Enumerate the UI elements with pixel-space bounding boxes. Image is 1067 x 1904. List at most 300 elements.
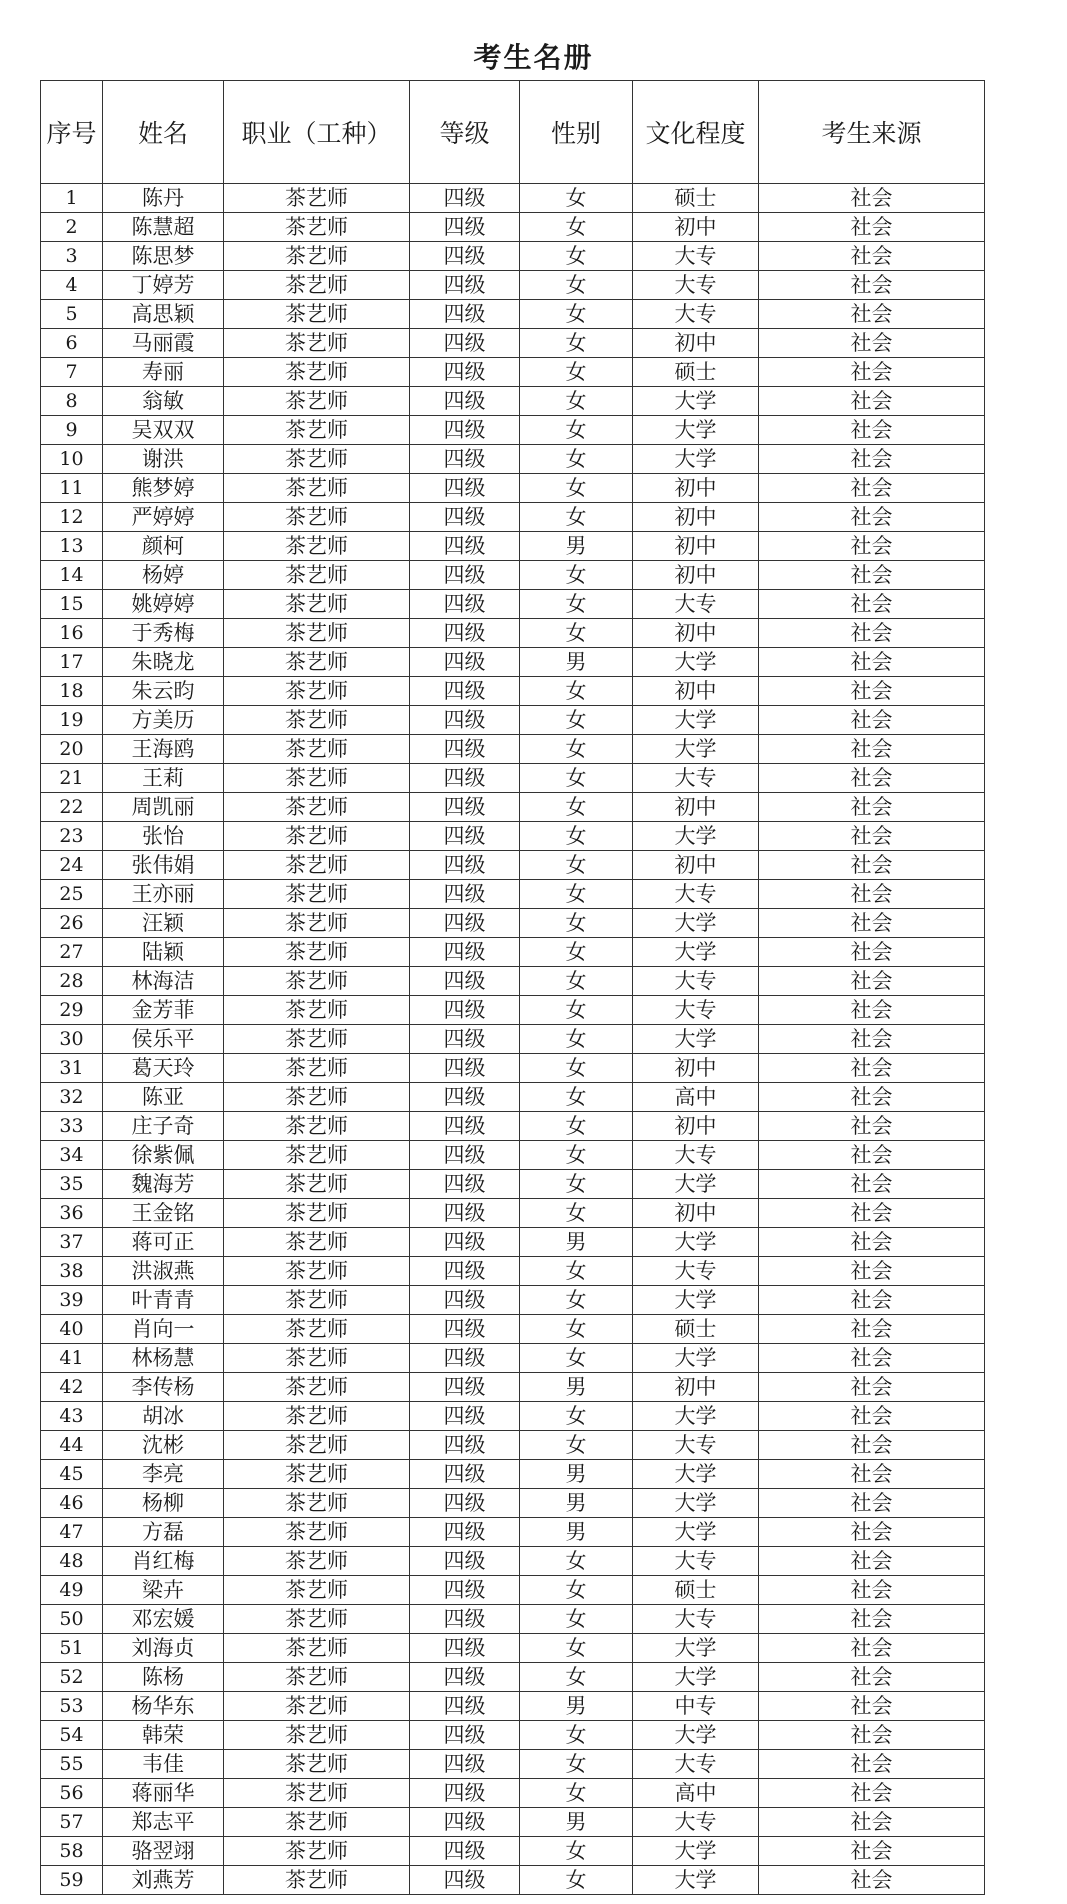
cell-level: 四级 — [410, 1547, 520, 1576]
cell-education: 初中 — [633, 561, 759, 590]
cell-education: 初中 — [633, 532, 759, 561]
cell-gender: 男 — [520, 1808, 633, 1837]
cell-gender: 女 — [520, 677, 633, 706]
cell-source: 社会 — [759, 1518, 985, 1547]
cell-level: 四级 — [410, 184, 520, 213]
cell-level: 四级 — [410, 648, 520, 677]
cell-name: 王亦丽 — [103, 880, 224, 909]
cell-occupation: 茶艺师 — [224, 1112, 410, 1141]
cell-education: 大学 — [633, 1025, 759, 1054]
cell-index: 31 — [41, 1054, 103, 1083]
cell-occupation: 茶艺师 — [224, 1083, 410, 1112]
cell-occupation: 茶艺师 — [224, 1199, 410, 1228]
cell-name: 严婷婷 — [103, 503, 224, 532]
cell-index: 4 — [41, 271, 103, 300]
table-row — [41, 242, 985, 271]
cell-name: 熊梦婷 — [103, 474, 224, 503]
column-header-education: 文化程度 — [633, 81, 759, 184]
cell-gender: 女 — [520, 706, 633, 735]
cell-name: 汪颖 — [103, 909, 224, 938]
table-row — [41, 1605, 985, 1634]
cell-source: 社会 — [759, 387, 985, 416]
cell-education: 大专 — [633, 1605, 759, 1634]
cell-level: 四级 — [410, 1808, 520, 1837]
cell-index: 33 — [41, 1112, 103, 1141]
cell-index: 26 — [41, 909, 103, 938]
cell-level: 四级 — [410, 561, 520, 590]
cell-source: 社会 — [759, 184, 985, 213]
cell-index: 15 — [41, 590, 103, 619]
cell-level: 四级 — [410, 1431, 520, 1460]
table-body — [41, 184, 985, 1895]
cell-source: 社会 — [759, 1402, 985, 1431]
cell-occupation: 茶艺师 — [224, 300, 410, 329]
cell-education: 初中 — [633, 1054, 759, 1083]
cell-index: 37 — [41, 1228, 103, 1257]
cell-index: 18 — [41, 677, 103, 706]
cell-index: 43 — [41, 1402, 103, 1431]
cell-occupation: 茶艺师 — [224, 271, 410, 300]
cell-level: 四级 — [410, 474, 520, 503]
cell-source: 社会 — [759, 1460, 985, 1489]
cell-level: 四级 — [410, 735, 520, 764]
cell-name: 李亮 — [103, 1460, 224, 1489]
cell-education: 硕士 — [633, 358, 759, 387]
cell-education: 大专 — [633, 1750, 759, 1779]
cell-education: 大专 — [633, 590, 759, 619]
cell-occupation: 茶艺师 — [224, 1344, 410, 1373]
cell-index: 49 — [41, 1576, 103, 1605]
cell-education: 大学 — [633, 1634, 759, 1663]
table-row — [41, 938, 985, 967]
cell-education: 大学 — [633, 387, 759, 416]
cell-index: 34 — [41, 1141, 103, 1170]
column-header-level: 等级 — [410, 81, 520, 184]
cell-gender: 女 — [520, 590, 633, 619]
cell-index: 1 — [41, 184, 103, 213]
cell-source: 社会 — [759, 996, 985, 1025]
table-row — [41, 648, 985, 677]
cell-gender: 女 — [520, 793, 633, 822]
table-row — [41, 1634, 985, 1663]
cell-source: 社会 — [759, 1779, 985, 1808]
cell-name: 陈杨 — [103, 1663, 224, 1692]
cell-index: 9 — [41, 416, 103, 445]
cell-index: 44 — [41, 1431, 103, 1460]
cell-gender: 男 — [520, 1518, 633, 1547]
cell-education: 初中 — [633, 793, 759, 822]
table-row — [41, 358, 985, 387]
cell-gender: 女 — [520, 1866, 633, 1895]
cell-gender: 男 — [520, 1489, 633, 1518]
cell-level: 四级 — [410, 590, 520, 619]
cell-source: 社会 — [759, 300, 985, 329]
cell-name: 朱云昀 — [103, 677, 224, 706]
cell-name: 王莉 — [103, 764, 224, 793]
cell-name: 胡冰 — [103, 1402, 224, 1431]
table-row — [41, 764, 985, 793]
table-row — [41, 1228, 985, 1257]
cell-source: 社会 — [759, 677, 985, 706]
cell-education: 中专 — [633, 1692, 759, 1721]
cell-level: 四级 — [410, 1315, 520, 1344]
cell-source: 社会 — [759, 1866, 985, 1895]
cell-name: 金芳菲 — [103, 996, 224, 1025]
candidate-roster-table — [40, 80, 985, 1895]
cell-name: 方美历 — [103, 706, 224, 735]
cell-occupation: 茶艺师 — [224, 996, 410, 1025]
cell-index: 53 — [41, 1692, 103, 1721]
cell-occupation: 茶艺师 — [224, 1692, 410, 1721]
table-row — [41, 329, 985, 358]
cell-name: 蒋丽华 — [103, 1779, 224, 1808]
cell-gender: 女 — [520, 1054, 633, 1083]
cell-education: 大学 — [633, 416, 759, 445]
cell-index: 51 — [41, 1634, 103, 1663]
cell-gender: 女 — [520, 996, 633, 1025]
cell-index: 19 — [41, 706, 103, 735]
cell-source: 社会 — [759, 358, 985, 387]
cell-education: 大学 — [633, 1286, 759, 1315]
cell-level: 四级 — [410, 1170, 520, 1199]
cell-name: 郑志平 — [103, 1808, 224, 1837]
cell-occupation: 茶艺师 — [224, 793, 410, 822]
cell-source: 社会 — [759, 1576, 985, 1605]
cell-education: 大学 — [633, 938, 759, 967]
cell-occupation: 茶艺师 — [224, 938, 410, 967]
cell-source: 社会 — [759, 474, 985, 503]
cell-occupation: 茶艺师 — [224, 1054, 410, 1083]
cell-level: 四级 — [410, 1663, 520, 1692]
cell-index: 48 — [41, 1547, 103, 1576]
cell-occupation: 茶艺师 — [224, 1286, 410, 1315]
cell-education: 大学 — [633, 1460, 759, 1489]
table-row — [41, 1170, 985, 1199]
cell-name: 吴双双 — [103, 416, 224, 445]
table-row — [41, 1460, 985, 1489]
cell-name: 张伟娟 — [103, 851, 224, 880]
cell-index: 23 — [41, 822, 103, 851]
cell-gender: 女 — [520, 1402, 633, 1431]
cell-level: 四级 — [410, 880, 520, 909]
cell-occupation: 茶艺师 — [224, 1025, 410, 1054]
cell-education: 大专 — [633, 996, 759, 1025]
cell-index: 57 — [41, 1808, 103, 1837]
cell-name: 林杨慧 — [103, 1344, 224, 1373]
cell-name: 刘燕芳 — [103, 1866, 224, 1895]
cell-education: 初中 — [633, 503, 759, 532]
cell-education: 大专 — [633, 242, 759, 271]
cell-occupation: 茶艺师 — [224, 648, 410, 677]
table-row — [41, 184, 985, 213]
cell-gender: 女 — [520, 329, 633, 358]
column-header-source: 考生来源 — [759, 81, 985, 184]
cell-source: 社会 — [759, 590, 985, 619]
cell-occupation: 茶艺师 — [224, 706, 410, 735]
cell-occupation: 茶艺师 — [224, 967, 410, 996]
cell-name: 朱晓龙 — [103, 648, 224, 677]
table-row — [41, 1112, 985, 1141]
cell-gender: 女 — [520, 1170, 633, 1199]
table-row — [41, 1663, 985, 1692]
cell-education: 初中 — [633, 1373, 759, 1402]
cell-source: 社会 — [759, 1431, 985, 1460]
cell-education: 大专 — [633, 1141, 759, 1170]
cell-occupation: 茶艺师 — [224, 1866, 410, 1895]
cell-level: 四级 — [410, 503, 520, 532]
cell-education: 大学 — [633, 1837, 759, 1866]
cell-education: 大专 — [633, 1808, 759, 1837]
cell-level: 四级 — [410, 996, 520, 1025]
cell-gender: 女 — [520, 1083, 633, 1112]
cell-level: 四级 — [410, 1199, 520, 1228]
cell-level: 四级 — [410, 329, 520, 358]
cell-name: 高思颖 — [103, 300, 224, 329]
cell-gender: 女 — [520, 909, 633, 938]
cell-index: 47 — [41, 1518, 103, 1547]
cell-level: 四级 — [410, 1605, 520, 1634]
column-header-name: 姓名 — [103, 81, 224, 184]
cell-occupation: 茶艺师 — [224, 561, 410, 590]
cell-name: 蒋可正 — [103, 1228, 224, 1257]
cell-education: 大学 — [633, 1721, 759, 1750]
cell-level: 四级 — [410, 967, 520, 996]
cell-source: 社会 — [759, 1721, 985, 1750]
cell-index: 5 — [41, 300, 103, 329]
table-row — [41, 822, 985, 851]
cell-education: 初中 — [633, 677, 759, 706]
cell-education: 初中 — [633, 619, 759, 648]
cell-name: 丁婷芳 — [103, 271, 224, 300]
cell-source: 社会 — [759, 880, 985, 909]
cell-education: 大学 — [633, 1402, 759, 1431]
table-row — [41, 1141, 985, 1170]
cell-gender: 女 — [520, 1721, 633, 1750]
cell-index: 22 — [41, 793, 103, 822]
cell-index: 58 — [41, 1837, 103, 1866]
cell-name: 马丽霞 — [103, 329, 224, 358]
cell-source: 社会 — [759, 1199, 985, 1228]
cell-education: 大学 — [633, 909, 759, 938]
cell-source: 社会 — [759, 851, 985, 880]
cell-gender: 男 — [520, 1460, 633, 1489]
cell-level: 四级 — [410, 764, 520, 793]
cell-name: 周凯丽 — [103, 793, 224, 822]
cell-name: 李传杨 — [103, 1373, 224, 1402]
cell-source: 社会 — [759, 619, 985, 648]
cell-level: 四级 — [410, 1257, 520, 1286]
cell-source: 社会 — [759, 1634, 985, 1663]
cell-name: 邓宏媛 — [103, 1605, 224, 1634]
cell-name: 翁敏 — [103, 387, 224, 416]
cell-gender: 女 — [520, 184, 633, 213]
cell-education: 大专 — [633, 764, 759, 793]
cell-name: 侯乐平 — [103, 1025, 224, 1054]
cell-gender: 女 — [520, 1750, 633, 1779]
cell-source: 社会 — [759, 909, 985, 938]
cell-source: 社会 — [759, 1257, 985, 1286]
table-row — [41, 1054, 985, 1083]
cell-index: 27 — [41, 938, 103, 967]
page-title: 考生名册 — [473, 41, 594, 74]
cell-occupation: 茶艺师 — [224, 1808, 410, 1837]
cell-source: 社会 — [759, 1808, 985, 1837]
cell-source: 社会 — [759, 1489, 985, 1518]
cell-name: 颜柯 — [103, 532, 224, 561]
cell-source: 社会 — [759, 1228, 985, 1257]
cell-occupation: 茶艺师 — [224, 358, 410, 387]
cell-level: 四级 — [410, 1402, 520, 1431]
cell-name: 刘海贞 — [103, 1634, 224, 1663]
cell-occupation: 茶艺师 — [224, 1257, 410, 1286]
cell-name: 肖向一 — [103, 1315, 224, 1344]
table-row — [41, 1344, 985, 1373]
cell-occupation: 茶艺师 — [224, 329, 410, 358]
cell-level: 四级 — [410, 358, 520, 387]
cell-name: 杨华东 — [103, 1692, 224, 1721]
cell-level: 四级 — [410, 1489, 520, 1518]
cell-level: 四级 — [410, 1460, 520, 1489]
table-row — [41, 967, 985, 996]
cell-occupation: 茶艺师 — [224, 1576, 410, 1605]
cell-gender: 女 — [520, 1344, 633, 1373]
cell-occupation: 茶艺师 — [224, 1750, 410, 1779]
table-row — [41, 1025, 985, 1054]
cell-source: 社会 — [759, 1141, 985, 1170]
cell-name: 叶青青 — [103, 1286, 224, 1315]
table-row — [41, 300, 985, 329]
cell-index: 16 — [41, 619, 103, 648]
cell-education: 硕士 — [633, 184, 759, 213]
cell-level: 四级 — [410, 1025, 520, 1054]
cell-education: 初中 — [633, 213, 759, 242]
table-row — [41, 1547, 985, 1576]
cell-name: 陈慧超 — [103, 213, 224, 242]
table-row — [41, 271, 985, 300]
cell-index: 42 — [41, 1373, 103, 1402]
cell-occupation: 茶艺师 — [224, 184, 410, 213]
cell-index: 28 — [41, 967, 103, 996]
cell-level: 四级 — [410, 271, 520, 300]
cell-name: 徐紫佩 — [103, 1141, 224, 1170]
cell-level: 四级 — [410, 1344, 520, 1373]
cell-level: 四级 — [410, 1837, 520, 1866]
cell-source: 社会 — [759, 967, 985, 996]
cell-occupation: 茶艺师 — [224, 387, 410, 416]
cell-level: 四级 — [410, 1112, 520, 1141]
cell-index: 35 — [41, 1170, 103, 1199]
cell-education: 大专 — [633, 300, 759, 329]
cell-occupation: 茶艺师 — [224, 474, 410, 503]
table-row — [41, 851, 985, 880]
cell-level: 四级 — [410, 1083, 520, 1112]
cell-gender: 女 — [520, 1779, 633, 1808]
table-row — [41, 387, 985, 416]
cell-occupation: 茶艺师 — [224, 590, 410, 619]
table-row — [41, 793, 985, 822]
cell-name: 王海鸥 — [103, 735, 224, 764]
cell-gender: 女 — [520, 474, 633, 503]
cell-occupation: 茶艺师 — [224, 822, 410, 851]
cell-education: 大学 — [633, 1866, 759, 1895]
cell-occupation: 茶艺师 — [224, 213, 410, 242]
cell-gender: 女 — [520, 213, 633, 242]
cell-occupation: 茶艺师 — [224, 1547, 410, 1576]
cell-name: 姚婷婷 — [103, 590, 224, 619]
cell-index: 2 — [41, 213, 103, 242]
cell-name: 王金铭 — [103, 1199, 224, 1228]
cell-name: 洪淑燕 — [103, 1257, 224, 1286]
table-row — [41, 1576, 985, 1605]
cell-level: 四级 — [410, 1286, 520, 1315]
table-row — [41, 532, 985, 561]
cell-level: 四级 — [410, 1373, 520, 1402]
cell-source: 社会 — [759, 561, 985, 590]
cell-level: 四级 — [410, 793, 520, 822]
cell-index: 17 — [41, 648, 103, 677]
cell-gender: 女 — [520, 1837, 633, 1866]
cell-occupation: 茶艺师 — [224, 532, 410, 561]
cell-index: 11 — [41, 474, 103, 503]
table-row — [41, 735, 985, 764]
cell-level: 四级 — [410, 1721, 520, 1750]
table-row — [41, 1431, 985, 1460]
cell-education: 初中 — [633, 329, 759, 358]
table-row — [41, 1286, 985, 1315]
cell-source: 社会 — [759, 1315, 985, 1344]
cell-name: 杨柳 — [103, 1489, 224, 1518]
table-row — [41, 1489, 985, 1518]
table-row — [41, 1257, 985, 1286]
cell-education: 大专 — [633, 1431, 759, 1460]
table-row — [41, 503, 985, 532]
cell-gender: 女 — [520, 1663, 633, 1692]
cell-source: 社会 — [759, 1692, 985, 1721]
cell-name: 于秀梅 — [103, 619, 224, 648]
cell-occupation: 茶艺师 — [224, 1837, 410, 1866]
cell-source: 社会 — [759, 1025, 985, 1054]
cell-occupation: 茶艺师 — [224, 1779, 410, 1808]
cell-name: 陆颖 — [103, 938, 224, 967]
cell-index: 8 — [41, 387, 103, 416]
table-row — [41, 909, 985, 938]
cell-index: 12 — [41, 503, 103, 532]
cell-index: 39 — [41, 1286, 103, 1315]
cell-occupation: 茶艺师 — [224, 1663, 410, 1692]
cell-source: 社会 — [759, 938, 985, 967]
cell-index: 20 — [41, 735, 103, 764]
cell-name: 魏海芳 — [103, 1170, 224, 1199]
cell-source: 社会 — [759, 1286, 985, 1315]
cell-gender: 女 — [520, 822, 633, 851]
cell-level: 四级 — [410, 300, 520, 329]
cell-level: 四级 — [410, 909, 520, 938]
cell-level: 四级 — [410, 532, 520, 561]
cell-source: 社会 — [759, 735, 985, 764]
cell-education: 大学 — [633, 822, 759, 851]
cell-level: 四级 — [410, 1866, 520, 1895]
cell-gender: 女 — [520, 1112, 633, 1141]
cell-gender: 女 — [520, 1431, 633, 1460]
cell-education: 大专 — [633, 880, 759, 909]
cell-name: 庄子奇 — [103, 1112, 224, 1141]
cell-level: 四级 — [410, 1692, 520, 1721]
cell-source: 社会 — [759, 706, 985, 735]
cell-gender: 女 — [520, 242, 633, 271]
cell-name: 陈丹 — [103, 184, 224, 213]
cell-gender: 女 — [520, 271, 633, 300]
table-row — [41, 445, 985, 474]
